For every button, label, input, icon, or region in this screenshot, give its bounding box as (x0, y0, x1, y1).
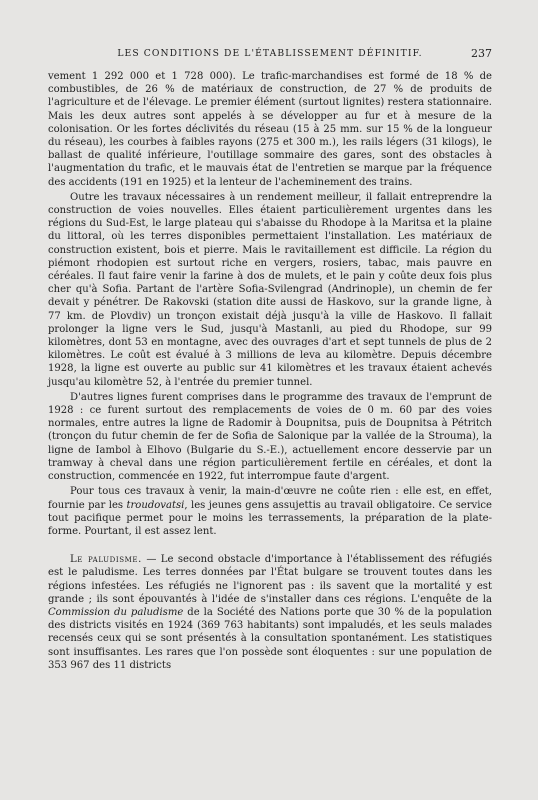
paragraph-labor (48, 485, 492, 538)
paragraph-new-lines: Outre les travaux nécessaires à un rendement meilleur, il fallait entreprendre la construction de voies nouvelles. Elles étaient particulièrement urgentes dans les régions du Sud-Est, le large plateau qui s'abaisse du Rhodope à la Maritsa et la plaine du littoral, où les terres disponibles permettaient l'installation. Les matériaux de construction existent, bois et pierre. Mais le ravitaillement est difficile. La région du piémont rhodopien est surtout riche en vergers, rosiers, tabac, mais pauvre en céréales. Il faut faire venir la farine à dos de mulets, et le pain y coûte deux fois plus cher qu'à Sofia. Partant de l'artère Sofia-Svilengrad (Andrinople), un chemin de fer devait y pénétrer. De Rakovski (station dite aussi de Haskovo, sur la grande ligne, à 77 km. de Plovdiv) un tronçon existait déjà jusqu'à la ville de Haskovo. Il fallait prolonger la ligne vers le Sud, jusqu'à Mastanli, au pied du Rhodope, sur 99 kilomètres, dont 53 en montagne, avec des ouvrages d'art et sept tunnels de plus de 2 kilomètres. Le coût est évalué à 3 millions de leva au kilomètre. Depuis décembre 1928, la ligne est ouverte au public sur 41 kilomètres et les travaux étaient achevés jusqu'au kilomètre 52, à l'entrée du premier tunnel. (48, 191, 492, 388)
paragraph-loan-program: D'autres lignes furent comprises dans le programme des travaux de l'emprunt de 1928 : ce furent surtout des remplacements de voies de 0 m. 60 par des voies normales, entre autres la ligne de Radomir à Doupnitsa, puis de Doupnitsa à Pétritch (tronçon du futur chemin de fer de Sofia de Salonique par la vallée de la Strouma), la ligne de Iambol à Elhovo (Bulgarie du S.-E.), actuellement encore desservie par un tramway à cheval dans une région particulièrement fertile en céréales, et dont la construction, commencée en 1922, fut interrompue faute d'argent. (48, 391, 492, 483)
section-lead-paludisme: Le paludisme. (70, 554, 142, 566)
running-title: LES CONDITIONS DE L'ÉTABLISSEMENT DÉFINITIF. (117, 48, 423, 59)
commission-name: Commission du paludisme (48, 606, 184, 618)
malaria-text-end: de la Société des Nations porte que 30 % de la population des districts visités en 1924 (369 763 habitants) sont impaludés, et les seuls malades recensés ceux qui se sont présentés à la consultation spontanément. Les statistiques sont insuffisantes. Les rares que l'on possède sont éloquentes : sur une population de 353 967 des 11 districts (48, 606, 492, 671)
page-header (48, 48, 492, 64)
paragraph-railway-traffic: vement 1 292 000 et 1 728 000). Le trafic-marchandises est formé de 18 % de combustibles, de 26 % de matériaux de construction, de 27 % de produits de l'agriculture et de l'élevage. Le premier élément (surtout lignites) restera stationnaire. Mais les deux autres sont appelés à se développer au fur et à mesure de la colonisation. Or les fortes déclivités du réseau (15 à 25 mm. sur 15 % de la longueur du réseau), les courbes à faibles rayons (275 et 300 m.), les rails légers (31 kilogs), le ballast de qualité inférieure, l'outillage sommaire des gares, sont des obstacles à l'augmentation du trafic, et le mauvais état de l'entretien se marque par la fréquence des accidents (191 en 1925) et la lenteur de l'acheminement des trains. (48, 71, 492, 188)
page-number: 237 (471, 47, 492, 60)
troudovatsi-term: troudovatsi (126, 499, 185, 511)
paragraph-malaria (48, 553, 492, 672)
body-text (48, 70, 492, 672)
malaria-text-start: — Le second obstacle d'importance à l'établissement des réfugiés est le paludisme. Les terres données par l'État bulgare se trouvent toutes dans les régions infestées. Les réfugiés ne l'ignorent pas : ils savent que la mortalité y est grande ; ils sont épouvantés à l'idée de s'installer dans ces régions. L'enquête de la (48, 554, 492, 605)
labor-text-end: , les jeunes gens assujettis au travail obligatoire. Ce service tout pacifique permet pour le moins les terrassements, la préparation de la plate-forme. Pourtant, il est assez lent. (48, 499, 492, 537)
labor-text-start: Pour tous ces travaux à venir, la main-d'œuvre ne coûte rien : elle est, en effet, fournie par les (48, 486, 492, 511)
